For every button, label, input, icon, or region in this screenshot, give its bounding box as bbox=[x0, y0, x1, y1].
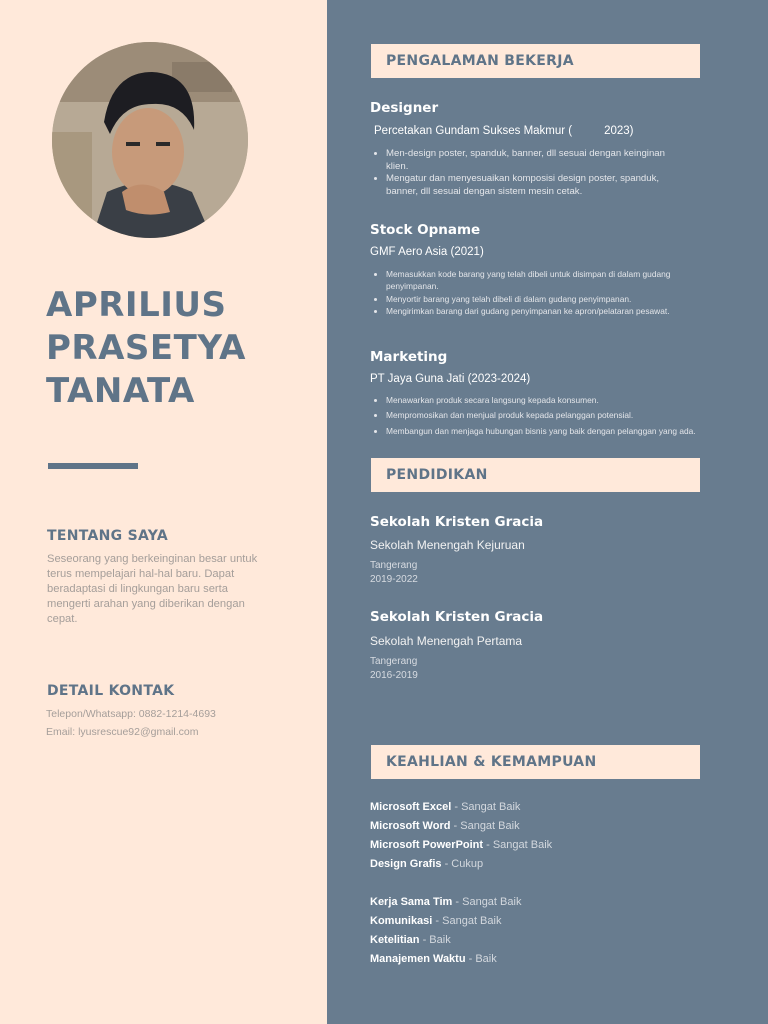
job-bullet: • Memasukkan kode barang yang telah dibeli untuk disimpan di dalam gudang penyimpanan. bbox=[386, 268, 706, 293]
job-bullet: • Menyortir barang yang telah dibeli di dalam gudang penyimpanan. bbox=[386, 293, 706, 305]
skill-item bbox=[370, 839, 552, 851]
school-level: Sekolah Menengah Kejuruan bbox=[370, 538, 525, 552]
contact-heading: DETAIL KONTAK bbox=[47, 683, 175, 699]
school-years: 2019-2022 bbox=[370, 574, 418, 585]
skill-level: - Sangat Baik bbox=[450, 820, 520, 832]
job-bullet: • Mempromosikan dan menjual produk kepada pelanggan potensial. bbox=[386, 409, 768, 421]
job-company-stock-opname: GMF Aero Asia (2021) bbox=[370, 246, 484, 258]
name-line-2: PRASETYA bbox=[46, 328, 246, 368]
school-meta bbox=[370, 655, 418, 683]
skill-level: - Cukup bbox=[441, 858, 484, 870]
skill-name: Design Grafis bbox=[370, 858, 442, 870]
job-bullet: • Menawarkan produk secara langsung kepada konsumen. bbox=[386, 394, 768, 406]
skill-item bbox=[370, 953, 497, 965]
skill-level: - Sangat Baik bbox=[452, 896, 522, 908]
skill-level: - Baik bbox=[419, 934, 451, 946]
skill-name: Manajemen Waktu bbox=[370, 953, 466, 965]
contact-email: Email: lyusrescue92@gmail.com bbox=[46, 726, 199, 738]
job-title-marketing: Marketing bbox=[370, 349, 448, 365]
skill-item bbox=[370, 858, 483, 870]
job-bullet: • Mengirimkan barang dari gudang penyimpanan ke apron/pelataran pesawat. bbox=[386, 305, 706, 317]
school-level: Sekolah Menengah Pertama bbox=[370, 634, 523, 648]
job-bullet: • Mengatur dan menyesuaikan komposisi design poster, spanduk, banner, dll sesuai dengan sistem mesin cetak. bbox=[386, 173, 686, 198]
name-line-1: APRILIUS bbox=[46, 285, 227, 325]
school-meta bbox=[370, 559, 418, 587]
skill-level: - Baik bbox=[465, 953, 497, 965]
name-divider bbox=[48, 463, 138, 469]
name-line-3: TANATA bbox=[46, 371, 195, 411]
school-name: Sekolah Kristen Gracia bbox=[370, 514, 544, 530]
profile-photo bbox=[52, 42, 248, 238]
job-bullets-stock-opname bbox=[370, 268, 706, 317]
contact-phone: Telepon/Whatsapp: 0882-1214-4693 bbox=[46, 708, 216, 720]
job-bullets-designer bbox=[370, 148, 686, 198]
skill-level: - Sangat Baik bbox=[432, 915, 502, 927]
school-name: Sekolah Kristen Gracia bbox=[370, 609, 544, 625]
experience-heading: PENGALAMAN BEKERJA bbox=[371, 44, 700, 78]
job-bullets-marketing bbox=[370, 394, 768, 437]
education-heading: PENDIDIKAN bbox=[371, 458, 700, 492]
skill-item bbox=[370, 801, 520, 813]
skill-name: Ketelitian bbox=[370, 934, 420, 946]
skill-item bbox=[370, 915, 501, 927]
school-city: Tangerang bbox=[370, 656, 418, 667]
job-company-marketing: PT Jaya Guna Jati (2023-2024) bbox=[370, 373, 531, 385]
skill-item bbox=[370, 934, 451, 946]
skill-name: Kerja Sama Tim bbox=[370, 896, 453, 908]
skill-item bbox=[370, 896, 521, 908]
about-heading: TENTANG SAYA bbox=[47, 528, 169, 544]
school-city: Tangerang bbox=[370, 560, 418, 571]
skill-name: Microsoft Word bbox=[370, 820, 451, 832]
job-bullet: • Membangun dan menjaga hubungan bisnis yang baik dengan pelanggan yang ada. bbox=[386, 425, 768, 437]
skill-level: - Sangat Baik bbox=[451, 801, 521, 813]
full-name bbox=[46, 284, 316, 413]
skills-heading: KEAHLIAN & KEMAMPUAN bbox=[371, 745, 700, 779]
job-company-designer: Percetakan Gundam Sukses Makmur ( 2023) bbox=[374, 125, 634, 137]
job-bullet: • Men-design poster, spanduk, banner, dll sesuai dengan keinginan klien. bbox=[386, 148, 686, 173]
skill-name: Microsoft PowerPoint bbox=[370, 839, 484, 851]
job-title-stock-opname: Stock Opname bbox=[370, 222, 481, 238]
skill-item bbox=[370, 820, 520, 832]
school-years: 2016-2019 bbox=[370, 670, 418, 681]
skill-level: - Sangat Baik bbox=[483, 839, 553, 851]
skill-name: Komunikasi bbox=[370, 915, 433, 927]
about-text: Seseorang yang berkeinginan besar untuk terus mempelajari hal-hal baru. Dapat beradaptasi di lingkungan baru serta mengerti arahan yang diberikan dengan cepat. bbox=[47, 553, 258, 625]
job-title-designer: Designer bbox=[370, 100, 439, 116]
left-column bbox=[0, 0, 327, 1024]
skill-name: Microsoft Excel bbox=[370, 801, 452, 813]
